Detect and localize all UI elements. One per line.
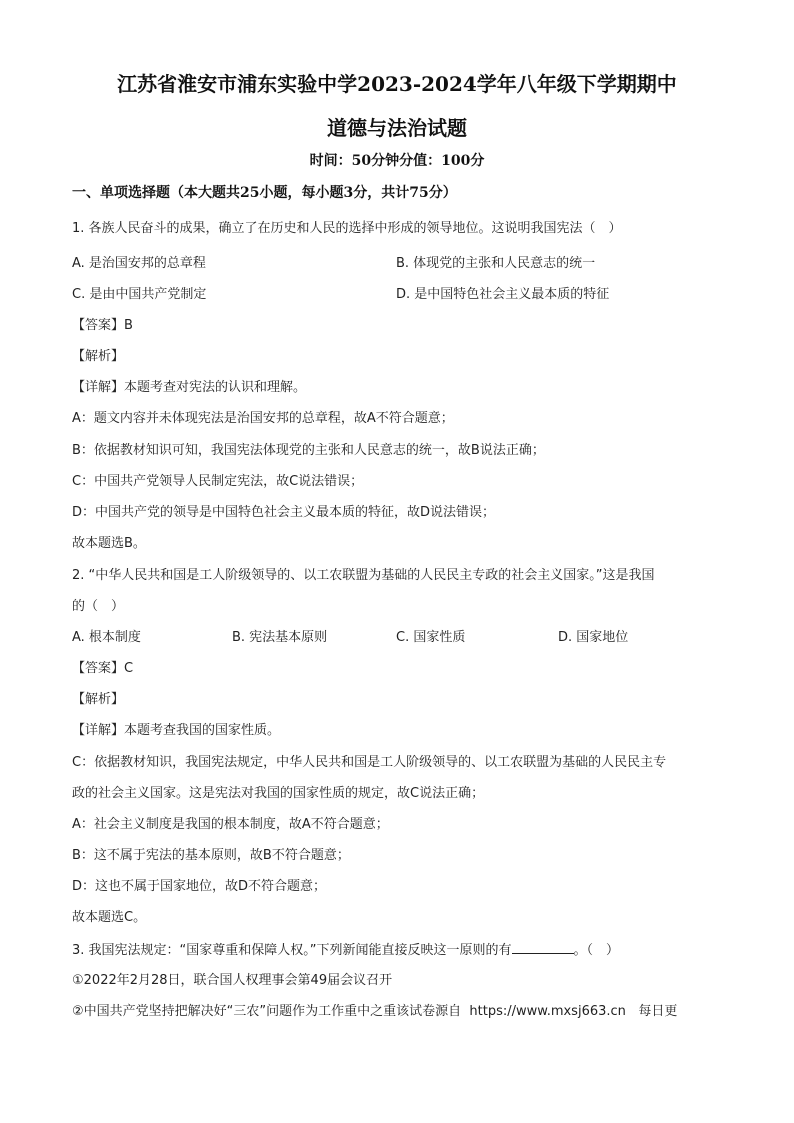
q1-option-c: C. 是由中国共产党制定 (72, 287, 207, 302)
exam-time-info: 时间：50分钟分值：100分 (309, 153, 485, 169)
document-title: 江苏省淮安市浦东实验中学2023-2024学年八年级下学期期中 (117, 72, 677, 96)
q1-explain-a: A：题文内容并未体现宪法是治国安邦的总章程，故A不符合题意； (72, 411, 454, 426)
q3-item-2-text: ②中国共产党坚持把解决好“三农”问题作为工作重中之重该试卷源自 (72, 1004, 462, 1019)
q1-detail: 【详解】本题考查对宪法的认识和理解。 (72, 380, 307, 395)
q1-option-d: D. 是中国特色社会主义最本质的特征 (396, 287, 610, 302)
q2-stem-line2: 的（ ） (72, 599, 125, 614)
q1-explain-d: D：中国共产党的领导是中国特色社会主义最本质的特征，故D说法错误； (72, 505, 496, 520)
section-heading: 一、单项选择题（本大题共25小题，每小题3分，共计75分） (72, 185, 457, 201)
q1-stem: 1. 各族人民奋斗的成果，确立了在历史和人民的选择中形成的领导地位。这说明我国宪法（ ） (72, 221, 622, 236)
q3-item-2-tail: 每日更 (638, 1004, 678, 1019)
q1-answer: 【答案】B (72, 318, 133, 333)
q2-option-c: C. 国家性质 (396, 630, 466, 645)
q2-analysis-label: 【解析】 (72, 692, 125, 707)
q3-answer-blank (512, 941, 574, 954)
q2-explain-b: B：这不属于宪法的基本原则，故B不符合题意； (72, 848, 350, 863)
q3-stem (72, 941, 619, 960)
q1-explain-c: C：中国共产党领导人民制定宪法，故C说法错误； (72, 474, 364, 489)
q2-conclusion: 故本题选C。 (72, 910, 147, 925)
q1-option-b: B. 体现党的主张和人民意志的统一 (396, 256, 596, 271)
q2-explain-c-line1: C：依据教材知识，我国宪法规定，中华人民共和国是工人阶级领导的、以工农联盟为基础的人民民主专 (72, 755, 667, 770)
q1-option-a: A. 是治国安邦的总章程 (72, 256, 206, 271)
q2-explain-d: D：这也不属于国家地位，故D不符合题意； (72, 879, 327, 894)
q2-explain-c-line2: 政的社会主义国家。这是宪法对我国的国家性质的规定，故C说法正确； (72, 786, 485, 801)
q2-option-a: A. 根本制度 (72, 630, 141, 645)
q3-item-1: ①2022年2月28日，联合国人权理事会第49届会议召开 (72, 973, 393, 988)
q1-conclusion: 故本题选B。 (72, 536, 146, 551)
q2-option-d: D. 国家地位 (558, 630, 629, 645)
source-url-link[interactable]: https://www.mxsj663.cn (469, 1004, 626, 1019)
q3-item-2 (72, 1003, 677, 1021)
q2-answer: 【答案】C (72, 661, 134, 676)
q2-stem-line1: 2. “中华人民共和国是工人阶级领导的、以工农联盟为基础的人民民主专政的社会主义国家。”这是我国 (72, 568, 655, 583)
q1-explain-b: B：依据教材知识可知，我国宪法体现党的主张和人民意志的统一，故B说法正确； (72, 443, 545, 458)
q1-analysis-label: 【解析】 (72, 349, 125, 364)
q2-detail: 【详解】本题考查我国的国家性质。 (72, 723, 281, 738)
q2-explain-a: A：社会主义制度是我国的根本制度，故A不符合题意； (72, 817, 389, 832)
q3-stem-end: 。（ ） (573, 943, 620, 958)
q2-option-b: B. 宪法基本原则 (232, 630, 328, 645)
q3-stem-text: 3. 我国宪法规定：“国家尊重和保障人权。”下列新闻能直接反映这一原则的有 (72, 943, 512, 958)
document-subtitle: 道德与法治试题 (327, 116, 467, 140)
